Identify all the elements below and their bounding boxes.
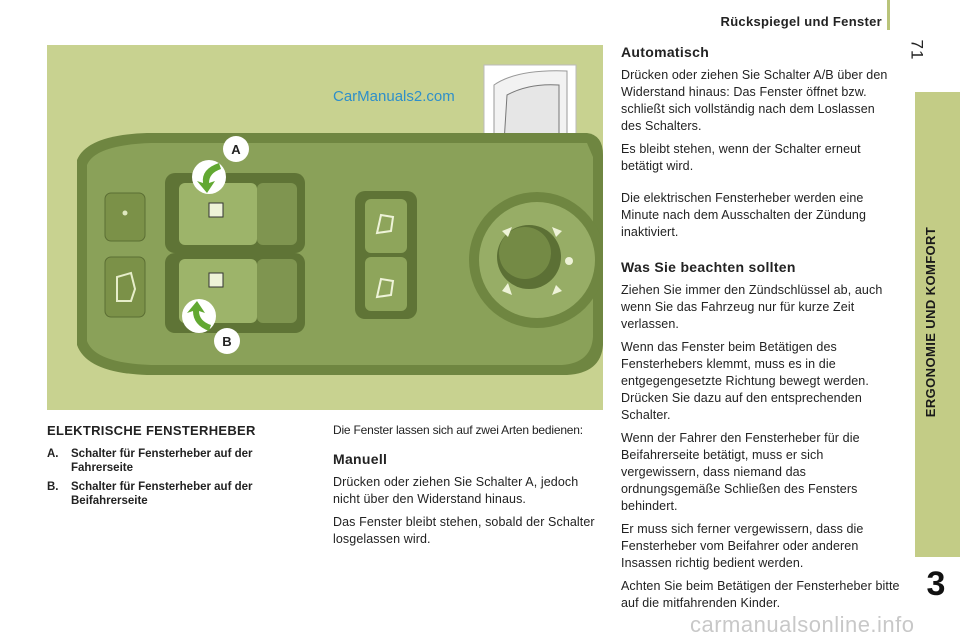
running-header: Rückspiegel und Fenster: [720, 14, 882, 29]
automatisch-body: [621, 67, 891, 181]
arrow-up-icon: [182, 299, 216, 333]
callout-b: [214, 328, 240, 354]
paragraph: Wenn das Fenster beim Betätigen des Fensterhebers klemmt, muss es in die entgegengesetzte Richtung bewegt werden. Drücken Sie dazu auf den entsprechenden Schalter.: [621, 340, 869, 422]
paragraph: Es bleibt stehen, wenn der Schalter erneut betätigt wird.: [621, 142, 861, 173]
intro-text: Die Fenster lassen sich auf zwei Arten bedienen:: [333, 423, 583, 437]
legend-text: Schalter für Fensterheber auf der Beifahrerseite: [71, 481, 253, 507]
paragraph: Das Fenster bleibt stehen, sobald der Schalter losgelassen wird.: [333, 515, 595, 546]
legend-text: Schalter für Fensterheber auf der Fahrerseite: [71, 448, 253, 474]
paragraph: Er muss sich ferner vergewissern, dass die Fensterheber vom Beifahrer oder anderen Insassen richtig bedient werden.: [621, 522, 864, 570]
svg-text:B: B: [222, 334, 232, 349]
page-number: 71: [907, 39, 927, 61]
chapter-label: ERGONOMIE UND KOMFORT: [923, 226, 938, 418]
section-title-fensterheber: ELEKTRISCHE FENSTERHEBER: [47, 423, 256, 438]
callout-a: [223, 136, 249, 162]
knob-indicator-icon: [565, 257, 573, 265]
window-switch-photo: [47, 45, 603, 410]
paragraph: Ziehen Sie immer den Zündschlüssel ab, auch wenn Sie das Fahrzeug nur für kurze Zeit verlassen.: [621, 283, 883, 331]
deactivation-note: Die elektrischen Fensterheber werden eine Minute nach dem Ausschalten der Zündung inaktiviert.: [621, 191, 867, 239]
window-icon: [209, 273, 223, 287]
paragraph: Wenn der Fahrer den Fensterheber für die Beifahrerseite betätigt, muss er sich vergewissern, dass niemand das ordnungsgemäße Schließen des Fensters behindert.: [621, 431, 860, 513]
paragraph: Drücken oder ziehen Sie Schalter A/B über den Widerstand hinaus: Das Fenster öffnet bzw. schließt sich vollständig nach dem Loslassen des Schalters.: [621, 68, 888, 133]
legend-item-a: [47, 447, 301, 475]
legend-item-b: [47, 480, 301, 508]
mirror-adjust-knob: [469, 192, 603, 328]
indicator-dot-icon: [123, 211, 128, 216]
chapter-number: 3: [926, 565, 946, 603]
svg-text:A: A: [231, 142, 241, 157]
window-icon: [209, 203, 223, 217]
child-lock-button: [105, 257, 145, 317]
arrow-down-icon: [192, 160, 226, 194]
section-title-manuell: Manuell: [333, 451, 388, 467]
paragraph: Achten Sie beim Betätigen der Fensterheber bitte auf die mitfahrenden Kinder.: [621, 579, 900, 610]
header-rule: [887, 0, 890, 30]
legend-key: A.: [47, 448, 59, 460]
figure-watermark: CarManuals2.com: [333, 88, 455, 105]
paragraph: Drücken oder ziehen Sie Schalter A, jedoch nicht über den Widerstand hinaus.: [333, 475, 579, 506]
manuell-body: [333, 474, 603, 554]
footer-watermark: carmanualsonline.info: [690, 612, 915, 637]
window-switch-a: [165, 173, 305, 253]
lock-button: [105, 193, 145, 241]
section-title-automatisch: Automatisch: [621, 44, 710, 60]
section-title-hinweise: Was Sie beachten sollten: [621, 259, 796, 275]
hinweise-body: [621, 282, 901, 618]
legend-key: B.: [47, 481, 59, 493]
mirror-fold-switch: [355, 191, 417, 319]
